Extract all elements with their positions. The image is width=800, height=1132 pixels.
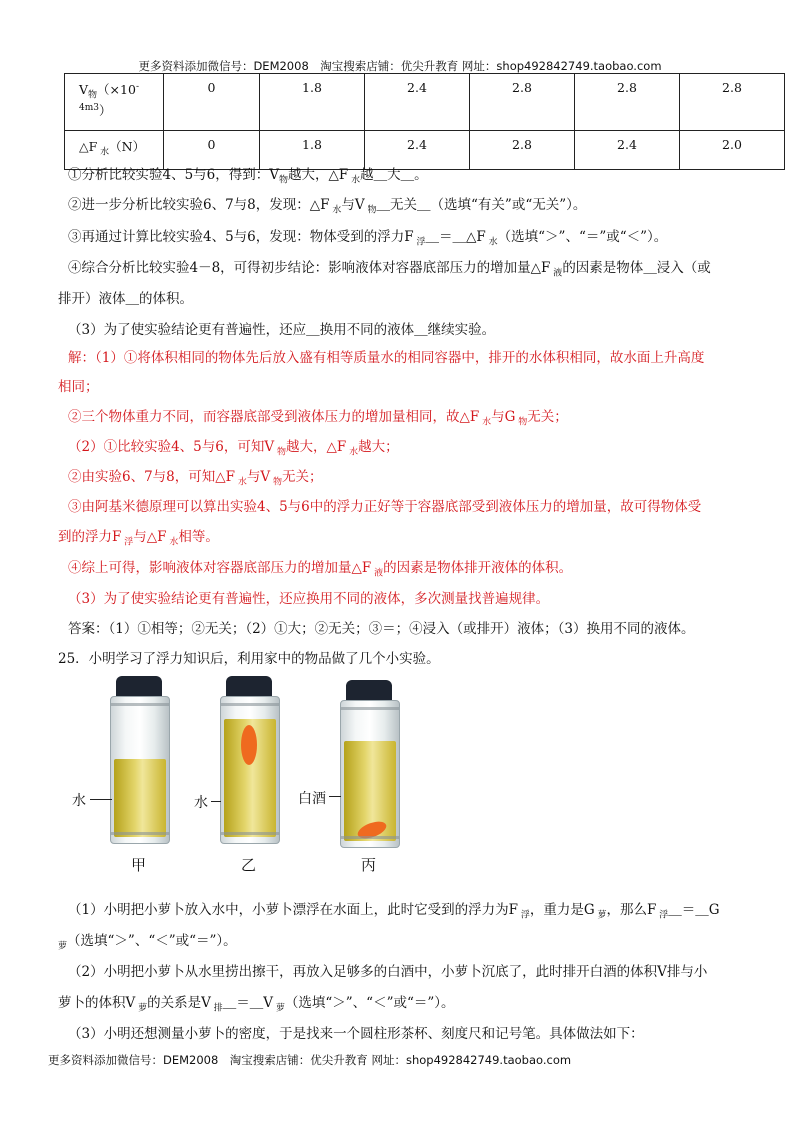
conclusion-5: （3）为了使实验结论更有普遍性，还应＿换用不同的液体＿继续实验。: [68, 322, 496, 338]
conclusion-1: ①分析比较实验4、5与6，得到：$V_物$越大，△F $_水$越＿大＿。: [68, 167, 428, 186]
table-cell: 2.8: [470, 131, 575, 170]
solution-line-4: （2）①比较实验4、5与6，可知V $_物$越大，△F $_水$越大；: [68, 439, 399, 458]
radish-floating: [241, 725, 257, 765]
water-liquid: [114, 759, 166, 837]
table-cell: 2.0: [680, 131, 785, 170]
caption-yi: 乙: [241, 856, 257, 874]
table-cell: 1.8: [260, 131, 365, 170]
page-header: 更多资料添加微信号：DEM2008 淘宝搜索店铺：优尖升教育 网址：shop492842749.taobao.com: [138, 59, 662, 73]
label-water-yi: 水: [194, 795, 208, 811]
table-cell: 2.4: [575, 131, 680, 170]
table-cell: 1.8: [260, 74, 365, 131]
q25-part1-cont: $_萝$（选填“＞”、“＜”或“＝”）。: [58, 933, 237, 952]
label-pointer: [329, 796, 341, 797]
label-pointer: [90, 799, 112, 800]
q25-part2: （2）小明把小萝卜从水里捞出擦干，再放入足够多的白酒中，小萝卜沉底了，此时排开白酒的体积V排与小: [68, 964, 708, 980]
caption-bing: 丙: [361, 856, 377, 874]
q25-part2-cont: 萝卜的体积V $_萝$的关系是V $_排$＿＝＿V $_萝$（选填“＞”、“＜”或“＝”）。: [58, 995, 455, 1014]
caption-jia: 甲: [131, 856, 147, 874]
table-cell: 2.4: [365, 74, 470, 131]
answer-line: 答案：（1）①相等；②无关；（2）①大；②无关；③＝；④浸入（或排开）液体；（3）换用不同的液体。: [68, 621, 695, 637]
table-cell: 2.8: [575, 74, 680, 131]
solution-line-3: ②三个物体重力不同，而容器底部受到液体压力的增加量相同，故△F $_水$与G $_物$无关；: [68, 409, 568, 428]
q25-part3: （3）小明还想测量小萝卜的密度，于是找来一个圆柱形茶杯、刻度尺和记号笔。具体做法如下：: [68, 1026, 644, 1042]
conclusion-2: ②进一步分析比较实验6、7与8，发现：△F $_水$与V $_物$＿无关＿（选填“有关”或“无关”）。: [68, 197, 587, 216]
solution-line-8: ④综上可得，影响液体对容器底部压力的增加量△F $_液$的因素是物体排开液体的体积。: [68, 560, 573, 579]
conclusion-4-cont: 排开）液体＿的体积。: [58, 291, 193, 307]
conclusion-4: ④综合分析比较实验4－8，可得初步结论：影响液体对容器底部压力的增加量△F $_液$的因素是物体＿浸入（或: [68, 260, 711, 279]
jar-body: [110, 696, 170, 844]
row-label-force: △F $_水$（N）: [65, 131, 164, 170]
label-pointer: [211, 801, 221, 802]
solution-line-1: 解：（1）①将体积相同的物体先后放入盛有相等质量水的相同容器中，排开的水体积相同，故水面上升高度: [68, 350, 705, 366]
table-cell: 2.8: [680, 74, 785, 131]
row-label-volume: $V_物(\times 10^-$ $^{4m3}$）: [65, 74, 164, 131]
solution-line-2: 相同；: [58, 379, 99, 395]
solution-line-5: ②由实验6、7与8，可知△F $_水$与V $_物$无关；: [68, 469, 323, 488]
jar-body: [340, 700, 400, 848]
table-cell: 2.4: [365, 131, 470, 170]
experiment-figure: [60, 676, 480, 876]
label-liquor: 白酒: [298, 791, 326, 807]
data-table: [64, 73, 785, 170]
table-cell: 2.8: [470, 74, 575, 131]
conclusion-3: ③再通过计算比较实验4、5与6，发现：物体受到的浮力F $_浮$＿＝＿△F $_水$（选填“＞”、“＝”或“＜”）。: [68, 229, 668, 248]
table-row: [65, 74, 785, 131]
solution-line-9: （3）为了使实验结论更有普遍性，还应换用不同的液体，多次测量找普遍规律。: [68, 591, 550, 607]
question-25-title: 25．小明学习了浮力知识后，利用家中的物品做了几个小实验。: [58, 651, 440, 667]
solution-line-7: 到的浮力F $_浮$与△F $_水$相等。: [58, 529, 219, 548]
q25-part1: （1）小明把小萝卜放入水中，小萝卜漂浮在水面上，此时它受到的浮力为F $_浮$，重力是G $_萝$，那么F $_浮$＿＝＿G: [68, 902, 720, 921]
solution-line-6: ③由阿基米德原理可以算出实验4、5与6中的浮力正好等于容器底部受到液体压力的增加量，故可得物体受: [68, 499, 702, 515]
label-water-jia: 水: [72, 793, 86, 809]
jar-body: [220, 696, 280, 844]
table-cell: 0: [164, 74, 260, 131]
table-cell: 0: [164, 131, 260, 170]
page-footer: 更多资料添加微信号：DEM2008 淘宝搜索店铺：优尖升教育 网址：shop492842749.taobao.com: [48, 1053, 572, 1067]
